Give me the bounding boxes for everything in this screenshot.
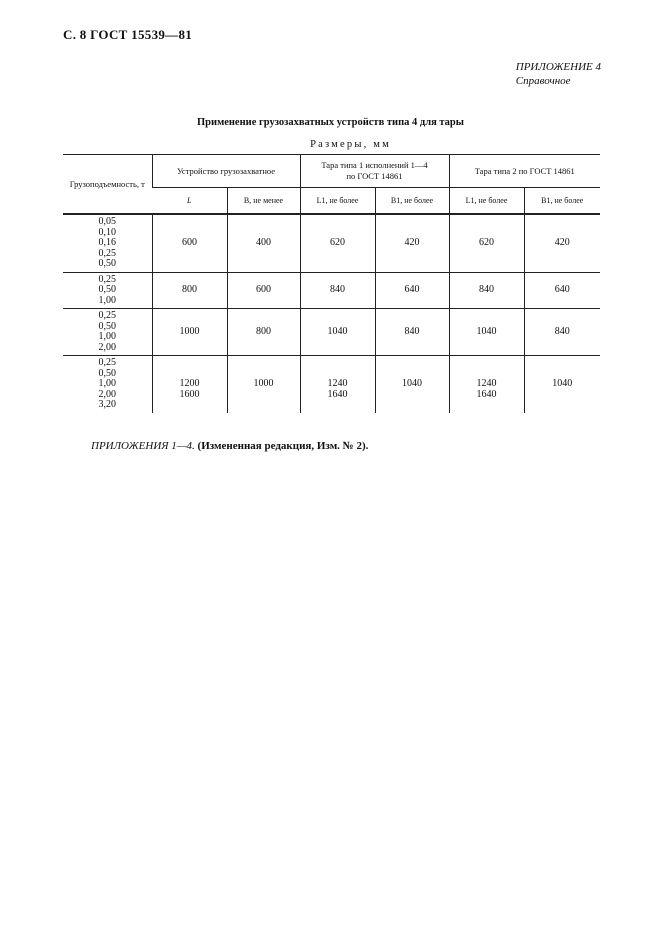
B1-cell: 640 — [375, 272, 449, 309]
B-cell: 800 — [227, 309, 300, 356]
B1-tara2-cell: 1040 — [524, 356, 600, 413]
B-cell: 1000 — [227, 356, 300, 413]
L-cell: 600 — [152, 214, 227, 272]
L1-cell: 1240 1640 — [300, 356, 375, 413]
table-row — [63, 309, 600, 356]
column-header-L: L — [152, 188, 227, 215]
B1-tara2-cell: 840 — [524, 309, 600, 356]
L1-tara2-cell: 1040 — [449, 309, 524, 356]
units-label: Размеры, мм — [310, 139, 391, 150]
appendix-label: ПРИЛОЖЕНИЕ 4 — [515, 61, 601, 73]
B1-cell: 1040 — [375, 356, 449, 413]
L1-cell: 840 — [300, 272, 375, 309]
B1-tara2-cell: 640 — [524, 272, 600, 309]
L1-tara2-cell: 840 — [449, 272, 524, 309]
B1-cell: 420 — [375, 214, 449, 272]
capacity-cell: 0,25 0,50 1,00 2,00 3,20 — [98, 357, 116, 410]
column-header-tara1: Тара типа 1 исполнений 1—4 по ГОСТ 14861 — [300, 155, 449, 188]
column-header-device: Устройство грузозахватное — [152, 155, 300, 188]
column-header-B1: B1, не более — [375, 188, 449, 215]
L-cell: 800 — [152, 272, 227, 309]
L1-tara2-cell: 1240 1640 — [449, 356, 524, 413]
table-row — [63, 356, 600, 413]
B-cell: 400 — [227, 214, 300, 272]
capacity-cell: 0,25 0,50 1,00 2,00 — [98, 310, 116, 353]
column-header-capacity: Грузоподъемность, т — [63, 155, 152, 215]
appendix-type: Справочное — [515, 75, 571, 87]
capacity-cell: 0,25 0,50 1,00 — [98, 273, 116, 306]
column-header-B1-tara2: B1, не более — [524, 188, 600, 215]
table-row — [63, 272, 600, 309]
B-cell: 600 — [227, 272, 300, 309]
capacity-cell: 0,05 0,10 0,16 0,25 0,50 — [98, 216, 116, 269]
footnote-appendices: ПРИЛОЖЕНИЯ 1—4. — [91, 440, 195, 452]
column-header-tara2: Тара типа 2 по ГОСТ 14861 — [449, 155, 600, 188]
footnote-revision: (Измененная редакция, Изм. № 2). — [197, 440, 369, 452]
table-row — [63, 214, 600, 272]
L1-cell: 1040 — [300, 309, 375, 356]
B1-cell: 840 — [375, 309, 449, 356]
column-header-L1-tara2: L1, не более — [449, 188, 524, 215]
footnote — [91, 440, 368, 452]
dimensions-table — [63, 154, 600, 413]
column-header-L1: L1, не более — [300, 188, 375, 215]
page-header: С. 8 ГОСТ 15539—81 — [63, 27, 193, 42]
L-cell: 1200 1600 — [152, 356, 227, 413]
L-cell: 1000 — [152, 309, 227, 356]
B1-tara2-cell: 420 — [524, 214, 600, 272]
L1-cell: 620 — [300, 214, 375, 272]
column-header-B: B, не менее — [227, 188, 300, 215]
L1-tara2-cell: 620 — [449, 214, 524, 272]
table-title: Применение грузозахватных устройств типа 4 для тары — [197, 117, 464, 128]
appendix-label-block — [516, 60, 601, 88]
